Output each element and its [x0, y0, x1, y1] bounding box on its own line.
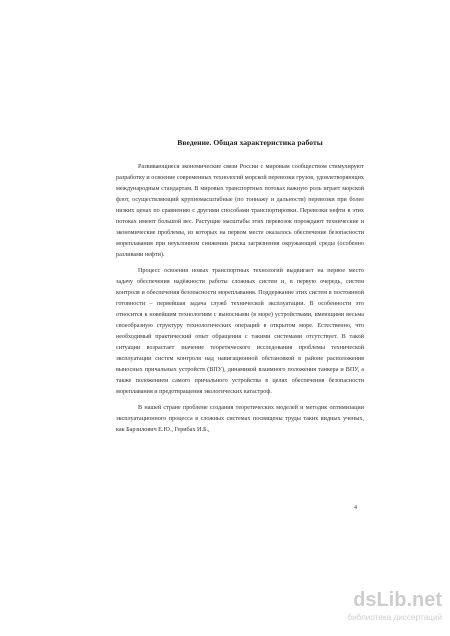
paragraph-1: Развивающиеся экономические связи России с мировым сообществом стимулируют разработку и освоение современных технологий морской перевозки грузов, удовлетворяющих международным стандартам. В мировых транспортных потоках важную роль играет морской флот, осуществляющий крупномасштабные (по тоннажу и дальности) перевозки при более низких ценах по сравнению с другими способами транспортировки. Перевозки нефти в этих потоках имеют большой вес. Растущие масштабы этих перевозок порождают технические и экономические проблемы, из которых на первом месте оказалось обеспечение безопасности мореплавания при неуклонном снижении риска загрязнения окружающей среды (особенно разливами нефти). [116, 164, 364, 258]
watermark-logo: dsLib.net [353, 589, 442, 611]
watermark-subtitle: библиотека диссертаций [347, 613, 442, 622]
watermark [330, 590, 442, 628]
paragraph-3: В нашей стране проблеме создания теоретических моделей и методик оптимизации эксплуатационного процесса в сложных системах посвящены труды таких видных ученых, как Барзилович Е.Ю., Герибах И.Б., [116, 405, 364, 433]
page-title: Введение. Общая характеристика работы [177, 138, 323, 147]
paragraph-2: Процесс освоения новых транспортных технологий выдвигает на первое место задачу обеспечения надёжности работы сложных систем и, в первую очередь, систем контроля и обеспечения безопасности мореплавания. Поддержание этих систем в постоянной готовности – первейшая задача служб технической эксплуатации. В особенности это относится к новейшим технологиям с выносными (в море) устройствами, имеющими весьма своеобразную структуру технологических операций в открытом море. Естественно, что необходимый практический опыт обращения с такими системами отсутствует. В такой ситуации возрастает значение теоретического исследования проблемы технической эксплуатации систем контроля над навигационной обстановкой в районе расположения выносных причальных устройств (ВПУ), динамикой взаимного положения танкера и ВПУ, а также положением самого причального устройства в целях обеспечения безопасности мореплавания и предотвращения экологических катастроф. [116, 268, 364, 395]
page-number: 4 [354, 505, 357, 511]
body-text [116, 162, 364, 441]
